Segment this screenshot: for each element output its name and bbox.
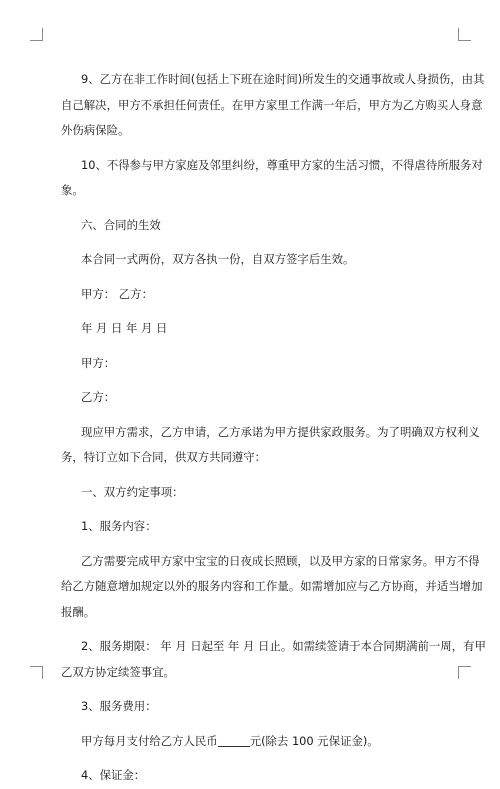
item-1-text-line-2: 给乙方随意增加规定以外的服务内容和工作量。如需增加应与乙方协商，并适当增加: [61, 579, 483, 593]
section-6-heading: 六、合同的生效: [81, 217, 161, 232]
item-1-text-line-1: 乙方需要完成甲方家中宝宝的日夜成长照顾，以及甲方家的日常家务。甲方不得: [81, 553, 480, 568]
corner-mark-top-right: [458, 28, 471, 41]
fee-text-before: 甲方每月支付给乙方人民币: [81, 733, 218, 748]
item-2-line-2: 乙双方协定续签事宜。: [61, 664, 175, 679]
effect-text: 本合同一式两份，双方各执一份，自双方签字后生效。: [81, 252, 355, 266]
section-1-heading: 一、双方约定事项：: [81, 484, 184, 499]
clause-9-line-2: 自己解决，甲方不承担任何责任。在甲方家里工作满一年后，甲方为乙方购买人身意: [61, 97, 483, 112]
party-a-label: 甲方：: [81, 355, 116, 370]
document-body: [61, 67, 486, 789]
item-3-heading: 3、服务费用：: [81, 699, 157, 713]
intro-line-1: 现应甲方需求，乙方申请，乙方承诺为甲方提供家政服务。为了明确双方权利义: [81, 424, 480, 439]
corner-mark-bottom-right: [458, 666, 471, 679]
fee-line: [61, 729, 441, 755]
corner-mark-bottom-left: [30, 666, 43, 679]
item-4-heading: 4、保证金：: [81, 768, 146, 782]
clause-9-line-1: 9、乙方在非工作时间(包括上下班在途时间)所发生的交通事故或人身损伤，由其: [81, 72, 485, 86]
intro-line-2: 务，特订立如下合同，供双方共同遵守：: [61, 450, 267, 464]
sign-dates: 年 月 日 年 月 日: [81, 321, 168, 335]
item-1-heading: 1、服务内容：: [81, 519, 157, 533]
sign-parties: 甲方： 乙方：: [81, 286, 153, 301]
fee-amount-blank: [218, 734, 250, 747]
clause-10-line-1: 10、不得参与甲方家庭及邻里纠纷，尊重甲方家的生活习惯，不得虐待所服务对: [81, 157, 483, 172]
clause-9-line-3: 外伤病保险。: [61, 123, 130, 137]
item-1-text-line-3: 报酬。: [61, 604, 96, 619]
clause-10-line-2: 象。: [61, 183, 84, 197]
corner-mark-top-left: [30, 28, 43, 41]
item-2-line-1: 2、服务期限： 年 月 日起至 年 月 日止。如需续签请于本合同期满前一周，有甲: [81, 639, 486, 653]
party-b-label: 乙方：: [81, 390, 116, 404]
fee-text-after: 元(除去 100 元保证金)。: [249, 733, 379, 748]
